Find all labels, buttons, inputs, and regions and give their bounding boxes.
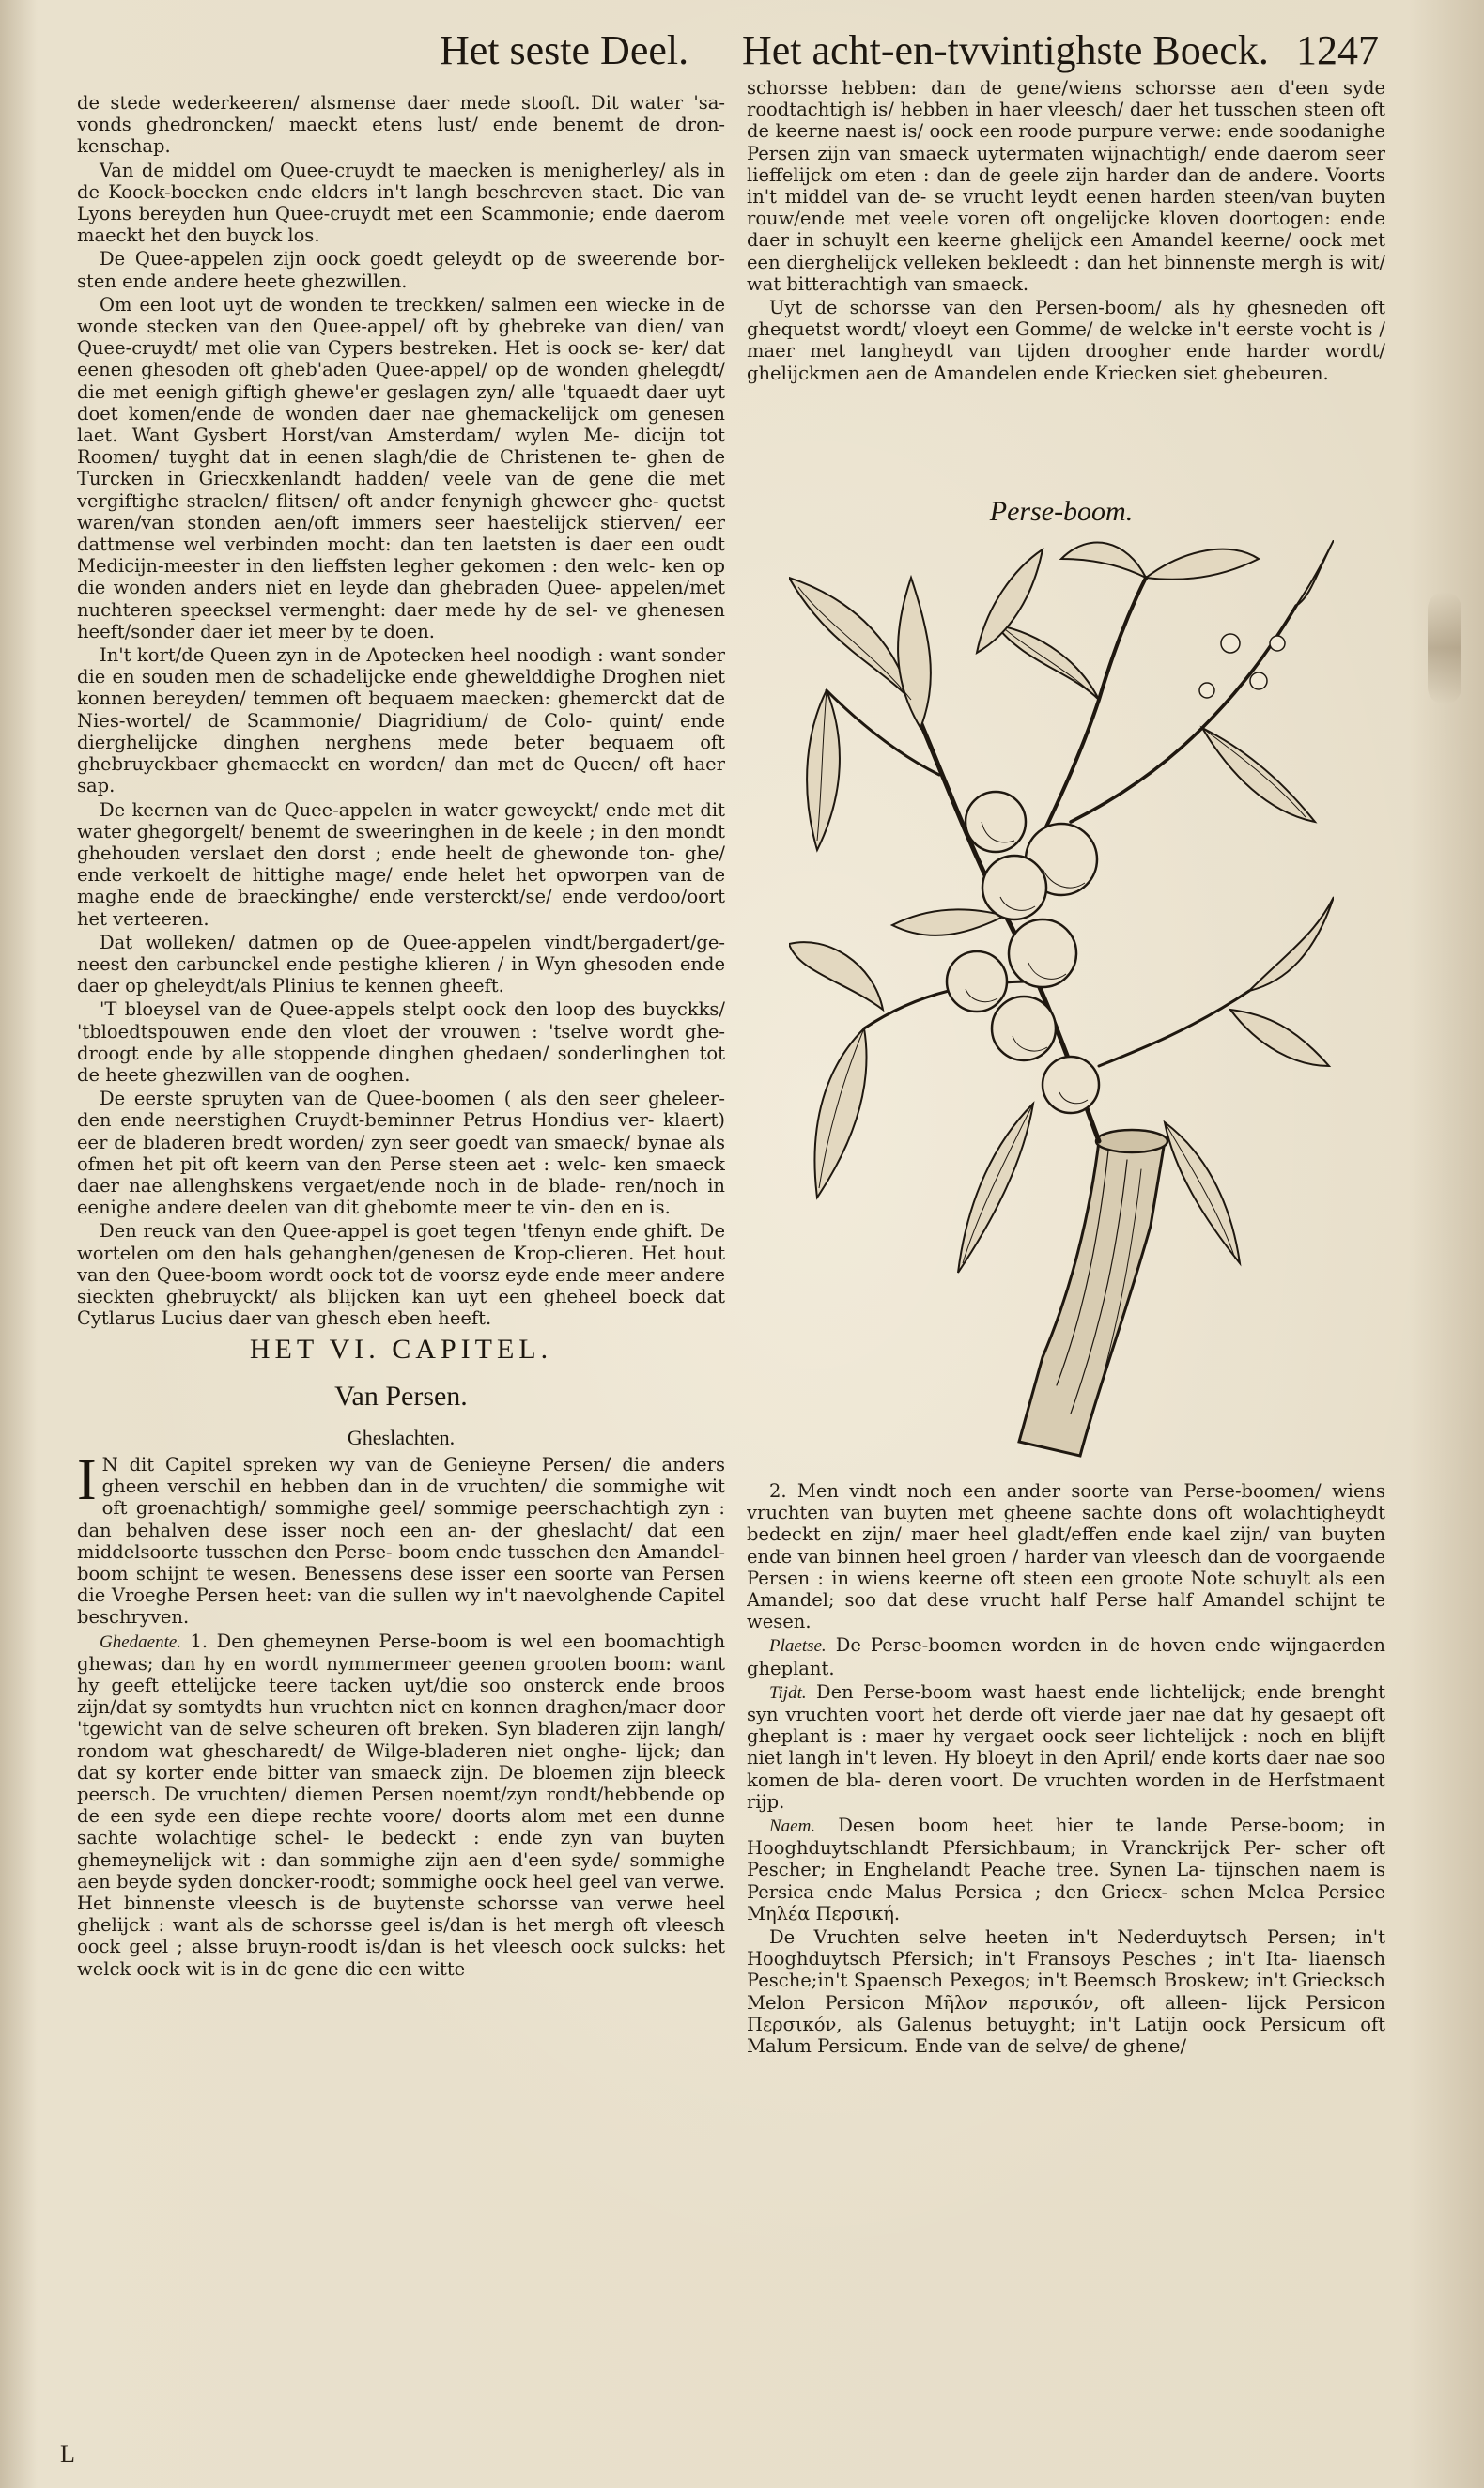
leaf: [1146, 549, 1259, 580]
paragraph: Van de middel om Quee-cruydt te maecken is menigherley/ als in de Koock-boecken ende elders in't langh beschreven staet. Die van Lyons bereyden hun Quee-cruydt met een Scammonie; ende daerom maeckt het den buyck los.: [77, 159, 725, 247]
section-heading: Gheslachten.: [347, 1426, 456, 1449]
tijdt-text: Den Perse-boom wast haest ende lichtelijck; ende brenght syn vruchten voort het derde oft vierde jaer nae dat hy gesaept oft gheplant is : maer hy vergaet oock seer lichtelijck : noch en blijft niet langh in't leven. Hy bloeyt in den April/ ende korts daer nae soo komen de bla- deren voort. De vruchten worden in de Herfstmaent rijp.: [747, 1680, 1385, 1813]
paragraph: Om een loot uyt de wonden te treckken/ salmen een wiecke in de wonde stecken van den Quee-appel/ oft by ghebreke van dien/ van Quee-cruydt/ met olie van Cypers bestreken. Het is oock se- ker/ dat eenen ghesoden oft gheb'aden Quee-appel/ op de wonden ghelegdt/ die met eenigh giftigh ghewe'er geslagen zyn/ alle 'tquaedt daer uyt doet komen/ende de wonden daer nae ghemackelijck om genesen laet. Want Gysbert Horst/van Amsterdam/ wylen Me- dicijn tot Roomen/ tuyght dat in eenen slagh/die de Christenen te- ghen de Turcken in Griecxkenlandt hadden/ veele van de gene die met vergiftighe straelen/ flitsen/ oft ander fenynigh gheweer ghe- quetst waren/van stonden aen/oft immers seer haestelijck stierven/ eer dattmense wel verbinden mocht: dan ten laetsten is daer een oudt Medicijn-meester in den lieffsten legher gekomen : den welc- ken op die wonden anders niet en leyde dan ghebraden Quee- appelen/met nuchteren speecksel vermenght: daer mede hy de sel- ve ghenesen heeft/sonder daer iet meer by te doen.: [77, 293, 725, 642]
chapter-title: HET VI. CAPITEL.: [249, 1334, 553, 1365]
leaf: [996, 625, 1099, 700]
drop-cap: I: [77, 1454, 97, 1512]
vruchten-paragraph: De Vruchten selve heeten in't Nederduytsch Persen; in't Hooghduytsch Pfersich; in't Fransoys Pesches ; in't Ita- liaensch Pesche;in't Spaensch Pexegos; in't Beemsch Broskew; in't Griecksch Melon Persicon Μῆλον περσικόν, oft alleen- lijck Persicon Περσικόν, als Galenus betuyght; in't Latijn oock Persicum oft Malum Persicum. Ende van de selve/ de ghene/: [747, 1926, 1385, 2058]
leaf: [1249, 897, 1334, 991]
blossom: [1199, 683, 1214, 698]
naem-text: Desen boom heet hier te lande Perse-boom; in Hooghduytschlandt Pfersichbaum; in Vranckrijck Per- scher oft Pescher; in Enghelandt Peache tree. Synen La- tijnschen naem is Persica ende Malus Persica ; den Griecx- schen Melea Persiee Μηλέα Περσική.: [747, 1815, 1385, 1924]
tijdt-paragraph: [747, 1681, 1385, 1813]
intro-text: N dit Capitel spreken wy van de Genieyne Persen/ die anders gheen verschil en hebben dan in de vruchten/ die sommighe wit oft groenachtigh/ sommighe geel/ sommige peerschachtigh zyn : dan behalven dese isser noch een an- der gheslacht/ dat een middelsoorte tusschen den Perse- boom ende tusschen den Amandel-boom schijnt te wesen. Benessens dese isser een soorte van Persen die Vroeghe Persen heet: van die sullen wy in't naevolghende Capitel beschryven.: [77, 1454, 725, 1629]
peach-tree-woodcut: [789, 540, 1334, 1470]
leaf: [814, 1028, 866, 1198]
intro-paragraph: [77, 1454, 725, 1629]
peach: [982, 856, 1046, 919]
paragraph: De keernen van de Quee-appelen in water geweyckt/ ende met dit water ghegorgelt/ benemt de sweeringhen in de keele ; in den mondt ghehouden verslaet den dorst ; ende heelt de ghewonde ton- ghe/ ende verkoelt de hittighe mage/ ende helet het opworpen van de maghe ende de braeckinghe/ ende versterckt/se/ ende verdoo/oort het verteeren.: [77, 798, 725, 930]
blossom: [1250, 672, 1267, 689]
peach: [947, 951, 1007, 1012]
blossom: [1270, 636, 1285, 651]
plaetse-paragraph: [747, 1634, 1385, 1678]
peach: [1043, 1057, 1099, 1113]
page-number: 1247: [1296, 27, 1379, 73]
left-column-text: [77, 92, 725, 1360]
leaf: [789, 942, 883, 1010]
right-column-bottom: [747, 1480, 1385, 2194]
paragraph: de stede wederkeeren/ alsmense daer mede stooft. Dit water 'sa- vonds ghedroncken/ maeckt etens lust/ ende benemt de dron- kenschap.: [77, 92, 725, 158]
chapter-body: [77, 1454, 725, 2158]
leaf: [898, 578, 931, 728]
margin-stain: [1428, 592, 1461, 704]
paragraph: Dat wolleken/ datmen op de Quee-appelen vindt/bergadert/ge- neest den carbunckel ende pestighe klieren / in Wyn ghesoden ende daer op gheleydt/als Plinius te kennen gheeft.: [77, 931, 725, 997]
plaetse-text: De Perse-boomen worden in de hoven ende wijngaerden gheplant.: [747, 1634, 1385, 1679]
leaf: [1230, 1010, 1329, 1066]
figure-caption: Perse-boom.: [989, 496, 1134, 527]
gedaente-label: Ghedaente.: [100, 1631, 182, 1652]
running-head-right: Het acht-en-tvvintighste Boeck.: [742, 27, 1269, 73]
gedaente-paragraph: [77, 1630, 725, 1980]
paragraph: 2. Men vindt noch een ander soorte van Perse-boomen/ wiens vruchten van buyten met gheene sachte dons oft wolachtigheydt bedeckt en zijn/ maer heel gladt/effen ende kael zijn/ van buyten ende van binnen heel groen / harder van vleesch dan de voorgaende Persen : in wiens keerne oft steen een groote Note schuylt als een Amandel; soo dat dese vrucht half Perse half Amandel schijnt te wesen.: [747, 1480, 1385, 1633]
paragraph: In't kort/de Queen zyn in de Apotecken heel noodigh : want sonder die en souden men de schadelijcke ende ghewelddighe Droghen niet konnen bereyden/ temmen oft bequaem maecken: ghemerckt dat de Nies-wortel/ de Scammonie/ Diagridium/ de Colo- quint/ ende dierghelijcke dinghen nerghens mede beter bequaem oft ghebruyckbaer ghemaeckt en worden/ dan met de Queen/ oft haer sap.: [77, 644, 725, 797]
paragraph: De Quee-appelen zijn oock goedt geleydt op de sweerende bor- sten ende andere heete ghezwillen.: [77, 248, 725, 292]
signature-mark: L: [60, 2440, 75, 2467]
plaetse-label: Plaetse.: [769, 1636, 827, 1657]
leaf: [807, 690, 840, 850]
trunk: [1019, 1141, 1165, 1456]
paragraph: Den reuck van den Quee-appel is goet tegen 'tfenyn ende ghift. De wortelen om den hals gehanghen/genesen de Krop-clieren. Het hout van den Quee-boom wordt oock tot de voorsz eyde ende meer andere sieckten ghebruyckt/ als blijcken kan uyt een gheheel boeck dat Cytlarus Lucius daer van ghesch eben heeft.: [77, 1220, 725, 1330]
right-column-top: [747, 77, 1385, 490]
chapter-subtitle: Van Persen.: [334, 1381, 468, 1412]
paragraph: schorsse hebben: dan de gene/wiens schorsse aen d'een syde roodtachtigh is/ hebben in haer vleesch/ daer het tusschen steen oft de keerne naest is/ oock een roode purpure verwe: ende soodanighe Persen zijn van smaeck uytermaten wijnachtigh/ ende daerom seer lieffelijck om eten : dan de geele zijn harder dan de andere. Voorts in't middel van de- se vrucht leydt eenen harden steen/van buyten rouw/ende met veele voren oft ongelijcke kloven doortogen: ende daer in schuylt een keerne ghelijck een Amandel keerne/ oock met een dierghelijck velleken bekleedt : dan het binnenste mergh is wit/ wat bitterachtigh van smaeck.: [747, 77, 1385, 295]
running-head-left: Het seste Deel.: [440, 27, 689, 73]
paragraph: De eerste spruyten van de Quee-boomen ( als den seer gheleer- den ende neerstighen Cruydt-beminner Petrus Hondius ver- klaert) eer de bladeren bredt worden/ zyn seer goedt van smaeck/ bynae als ofmen het pit oft keern van den Perse steen aet : welc- ken smaeck daer nae allenghskens vergaet/ende noch in de blade- ren/noch in eenighe andere deelen van dit ghebomte meer te vin- den en is.: [77, 1088, 725, 1219]
blossom: [1221, 634, 1240, 653]
leaf: [1202, 728, 1315, 822]
leaf: [1296, 540, 1334, 606]
tijdt-label: Tijdt.: [769, 1682, 807, 1703]
peach: [992, 997, 1056, 1060]
gedaente-text: 1. Den ghemeynen Perse-boom is wel een boomachtigh ghewas; dan hy en wordt nymmermeer geenen grooten boom: want hy geeft ettelijcke teere tacken uyt/die soo onsterck ende broos zijn/dat sy somtydts hun vruchten niet en konnen draghen/maer door 'tgewicht van de selve scheuren oft breken. Syn bladeren zijn langh/ rondom wat ghescharedt/ de Wilge-bladeren niet onghe- lijck; dan dat sy korter ende bitter van smaeck zijn. De bloemen zijn bleeck peersch. De vruchten/ diemen Persen noemt/zyn rondt/hebbende op de een syde een diepe rechte voore/ doorts alom met een dunne sachte wolachtige schel- le bedeckt : ende zyn van buyten ghemeynelijck wit : dan sommighe zijn aen d'een syde/ sommighe aen beyde syden doncker-roodt; sommighe oock heel geel van verwe. Het binnenste vleesch is de buytenste schorsse van verwe heel ghelijck : want als de schorsse geel is/dan is het mergh oft vleesch oock geel ; alsse bruyn-roodt is/dan is het vleesch oock sulcks: het welck oock wit is in de gene die een witte: [77, 1630, 725, 1980]
paragraph: Uyt de schorsse van den Persen-boom/ als hy ghesneden oft ghequetst wordt/ vloeyt een Gomme/ de welcke in't eerste vocht is / maer met langheydt van tijden droogher ende harder wordt/ ghelijckmen aen de Amandelen ende Kriecken siet ghebeuren.: [747, 297, 1385, 384]
paragraph: 'T bloeysel van de Quee-appels stelpt oock den loop des buyckks/ 'tbloedtspouwen ende den vloet der vrouwen : 'tselve wordt ghe- droogt ende by alle stoppende dinghen ghedaen/ sonderlinghen tot de heete ghezwillen van de ooghen.: [77, 998, 725, 1086]
naem-paragraph: [747, 1815, 1385, 1924]
peach: [966, 792, 1026, 852]
naem-label: Naem.: [769, 1816, 816, 1837]
leaf: [892, 909, 1005, 935]
leaf: [958, 1104, 1033, 1273]
leaf: [1061, 543, 1146, 578]
